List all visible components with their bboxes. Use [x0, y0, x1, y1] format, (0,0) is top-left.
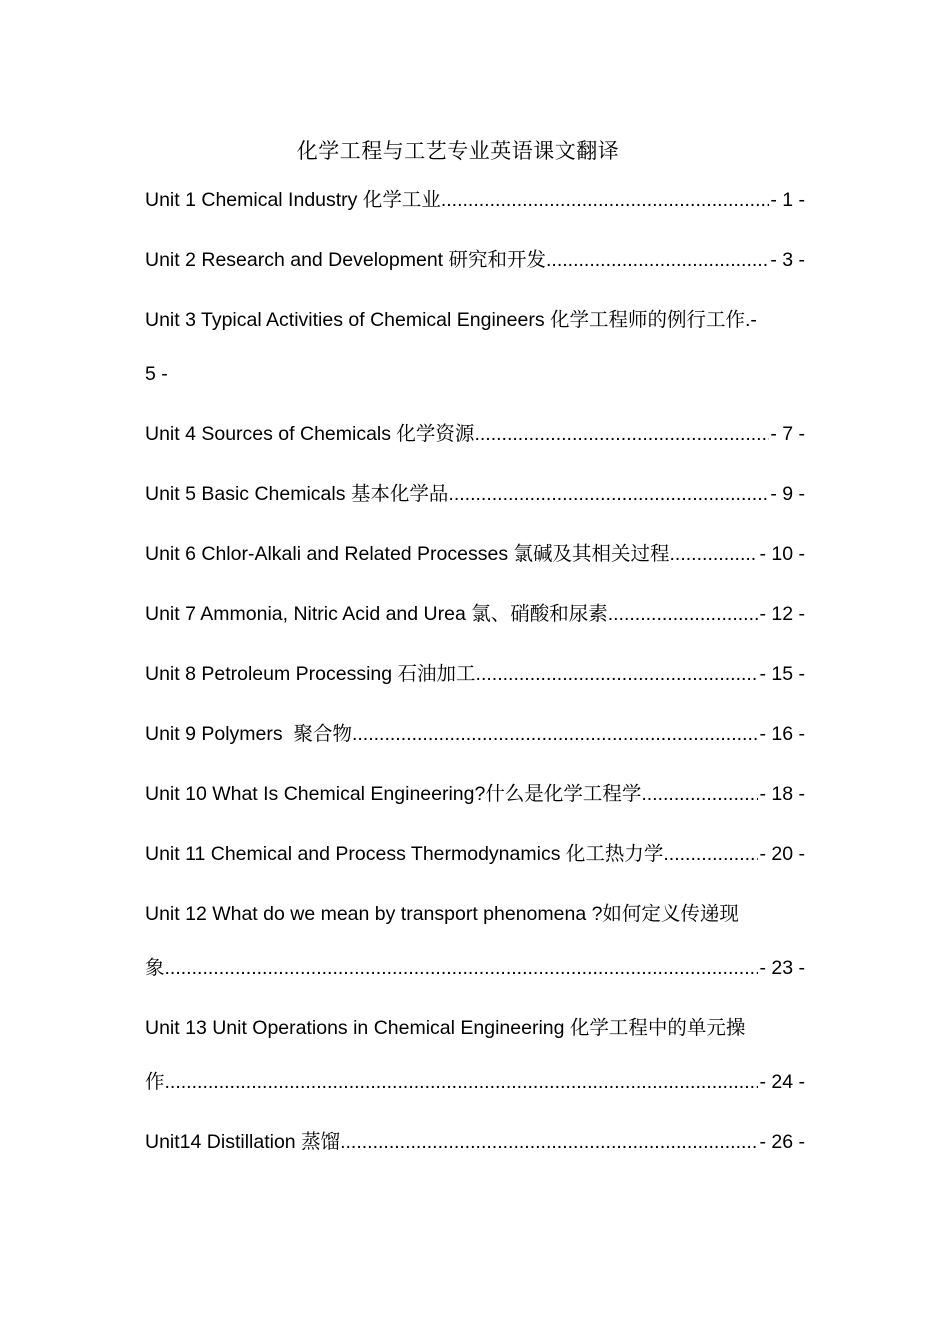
dot-leader [670, 539, 759, 569]
dot-leader [352, 719, 759, 749]
toc-page-number: - 24 - [759, 1071, 805, 1093]
toc-page-number: - 7 - [770, 423, 805, 445]
toc-entry-label: Unit 13 Unit Operations in Chemical Engineering 化学工程中的单元操 [145, 1017, 746, 1039]
toc-page-number: - 16 - [759, 723, 805, 745]
toc-entry-label: Unit 8 Petroleum Processing 石油加工 [145, 663, 476, 685]
toc-entry-label: Unit 7 Ammonia, Nitric Acid and Urea 氯、硝酸和尿素 [145, 603, 608, 625]
toc-entry-unit-2[interactable] [145, 245, 805, 275]
toc-entry-continuation: 5 - [145, 363, 168, 385]
toc-entry-unit-4[interactable] [145, 419, 805, 449]
toc-entry-unit-8[interactable] [145, 659, 805, 689]
toc-entry-label: Unit 10 What Is Chemical Engineering?什么是化学工程学 [145, 783, 642, 805]
toc-page-number: - 1 - [770, 189, 805, 211]
toc-entry-unit-10[interactable] [145, 779, 805, 809]
dot-leader [608, 599, 759, 629]
toc-entry-label: Unit 6 Chlor-Alkali and Related Processes 氯碱及其相关过程 [145, 543, 670, 565]
dot-leader [165, 1067, 759, 1097]
toc-entry-label: Unit 1 Chemical Industry 化学工业 [145, 189, 441, 211]
dot-leader [663, 839, 758, 869]
toc-entry-label: Unit14 Distillation 蒸馏 [145, 1131, 341, 1153]
toc-entry-unit-11[interactable] [145, 839, 805, 869]
toc-page-number: - 9 - [770, 483, 805, 505]
toc-entry-continuation: 象 [145, 957, 165, 979]
toc-page-number: - 20 - [759, 843, 805, 865]
toc-entry-continuation: 作 [145, 1071, 165, 1093]
toc-entry-label: Unit 2 Research and Development 研究和开发 [145, 249, 546, 271]
toc-entry-unit-9[interactable] [145, 719, 805, 749]
toc-entry-unit-7[interactable] [145, 599, 805, 629]
document-title: 化学工程与工艺专业英语课文翻译 [296, 139, 620, 163]
dot-leader [641, 779, 758, 809]
toc-page-number: - 15 - [759, 663, 805, 685]
toc-entry-label: Unit 5 Basic Chemicals 基本化学品 [145, 483, 449, 505]
toc-entry-unit-5[interactable] [145, 479, 805, 509]
toc-page-number: - 18 - [759, 783, 805, 805]
toc-entry-unit-3[interactable] [145, 305, 805, 389]
toc-entry-unit-6[interactable] [145, 539, 805, 569]
dot-leader [165, 953, 759, 983]
dot-leader [441, 185, 769, 215]
dot-leader [448, 479, 769, 509]
dot-leader [474, 419, 769, 449]
toc-entry-unit-13[interactable] [145, 1013, 805, 1097]
toc-entry-unit-14[interactable] [145, 1127, 805, 1157]
dot-leader [340, 1127, 758, 1157]
toc-entry-unit-12[interactable] [145, 899, 805, 983]
toc-page-number: - 10 - [759, 543, 805, 565]
toc-page-number: - 23 - [759, 957, 805, 979]
toc-entry-label: Unit 3 Typical Activities of Chemical Engineers 化学工程师的例行工作.- [145, 309, 757, 331]
dot-leader [476, 659, 759, 689]
toc-entry-label: Unit 4 Sources of Chemicals 化学资源 [145, 423, 475, 445]
toc-entry-label: Unit 9 Polymers 聚合物 [145, 723, 352, 745]
toc-page-number: - 12 - [759, 603, 805, 625]
toc-entry-label: Unit 11 Chemical and Process Thermodynamics 化工热力学 [145, 843, 664, 865]
dot-leader [546, 245, 769, 275]
toc-page-number: - 26 - [759, 1131, 805, 1153]
table-of-contents [145, 185, 805, 1187]
toc-entry-label: Unit 12 What do we mean by transport phenomena ?如何定义传递现 [145, 903, 739, 925]
toc-page-number: - 3 - [770, 249, 805, 271]
toc-entry-unit-1[interactable] [145, 185, 805, 215]
